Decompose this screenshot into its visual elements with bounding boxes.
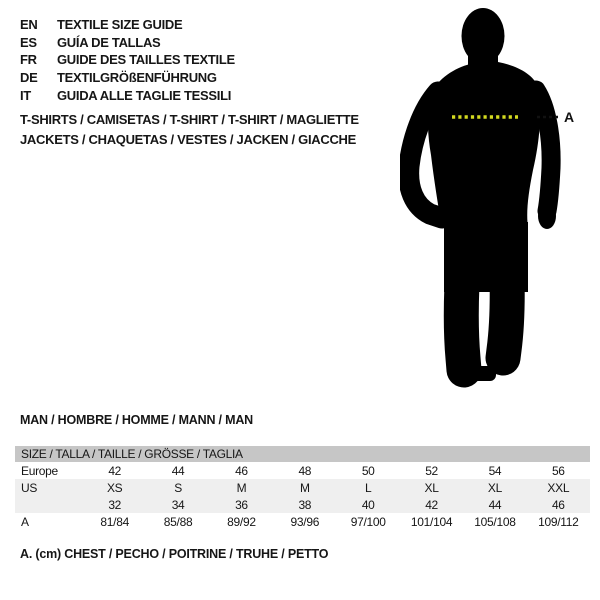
size-cell: 101/104: [410, 514, 453, 529]
size-cell: 42: [108, 463, 122, 478]
row-label: A: [21, 514, 29, 529]
size-cell: 44: [488, 497, 502, 512]
lang-title: GUIDA ALLE TAGLIE TESSILI: [57, 87, 232, 103]
size-cell: 48: [298, 463, 312, 478]
row-label: US: [21, 480, 38, 495]
size-cell: 44: [171, 463, 185, 478]
size-cell: 52: [425, 463, 438, 478]
size-table: [15, 446, 590, 530]
size-cell: M: [236, 480, 247, 495]
size-cell: 38: [298, 497, 312, 512]
row-label: Europe: [21, 463, 58, 478]
size-cell: 81/84: [100, 514, 129, 529]
table-row-us: [15, 479, 590, 496]
garment-categories: [20, 110, 359, 149]
measurement-figure: [400, 0, 580, 395]
size-cell: XXL: [547, 480, 570, 495]
size-cell: XL: [487, 480, 502, 495]
lang-row-en: [20, 16, 235, 34]
table-row-europe: [15, 462, 590, 479]
size-cell: M: [299, 480, 310, 495]
size-cell: 54: [488, 463, 502, 478]
size-cell: XS: [106, 480, 123, 495]
size-cell: 40: [361, 497, 375, 512]
size-cell: 32: [108, 497, 122, 512]
size-cell: 46: [235, 463, 248, 478]
size-table-header-row: [15, 446, 590, 462]
lang-code: EN: [20, 17, 38, 33]
size-cell: 46: [551, 497, 565, 512]
lang-row-es: [20, 34, 235, 52]
section-title-man: MAN / HOMBRE / HOMME / MANN / MAN: [20, 413, 253, 427]
lang-title: GUIDE DES TAILLES TEXTILE: [57, 52, 235, 68]
size-cell: 93/96: [290, 514, 320, 529]
size-cell: XL: [424, 480, 439, 495]
table-row-us-numeric: [15, 496, 590, 513]
lang-title: TEXTILE SIZE GUIDE: [57, 17, 183, 33]
lang-row-fr: [20, 51, 235, 69]
size-cell: 85/88: [163, 514, 193, 529]
lang-code: IT: [20, 87, 31, 103]
lang-code: ES: [20, 34, 37, 50]
lang-row-it: [20, 86, 235, 104]
size-cell: 50: [361, 463, 375, 478]
lang-code: DE: [20, 70, 38, 86]
lang-title: GUÍA DE TALLAS: [57, 34, 161, 50]
size-table-header: SIZE / TALLA / TAILLE / GRÖSSE / TAGLIA: [21, 447, 243, 461]
row-label: [15, 496, 83, 513]
size-cell: 109/112: [538, 514, 579, 529]
category-tshirts: T-SHIRTS / CAMISETAS / T-SHIRT / T-SHIRT / MAGLIETTE: [20, 112, 359, 128]
measurement-footnote: A. (cm) CHEST / PECHO / POITRINE / TRUHE / PETTO: [20, 547, 329, 561]
measure-label-a: A: [564, 109, 575, 125]
lang-title: TEXTILGRÖßENFÜHRUNG: [57, 70, 217, 86]
lang-row-de: [20, 69, 235, 87]
table-row-chest-a: [15, 513, 590, 530]
size-cell: 89/92: [227, 514, 256, 529]
language-title-list: [20, 16, 235, 104]
size-cell: 97/100: [350, 514, 386, 529]
size-cell: 36: [235, 497, 248, 512]
man-silhouette: [409, 8, 556, 381]
lang-code: FR: [20, 52, 37, 68]
size-cell: 56: [551, 463, 565, 478]
size-cell: 105/108: [474, 514, 516, 529]
size-cell: 42: [425, 497, 438, 512]
size-cell: S: [174, 480, 182, 495]
size-cell: L: [365, 480, 372, 495]
size-cell: 34: [171, 497, 185, 512]
category-jackets: JACKETS / CHAQUETAS / VESTES / JACKEN / GIACCHE: [20, 131, 356, 147]
